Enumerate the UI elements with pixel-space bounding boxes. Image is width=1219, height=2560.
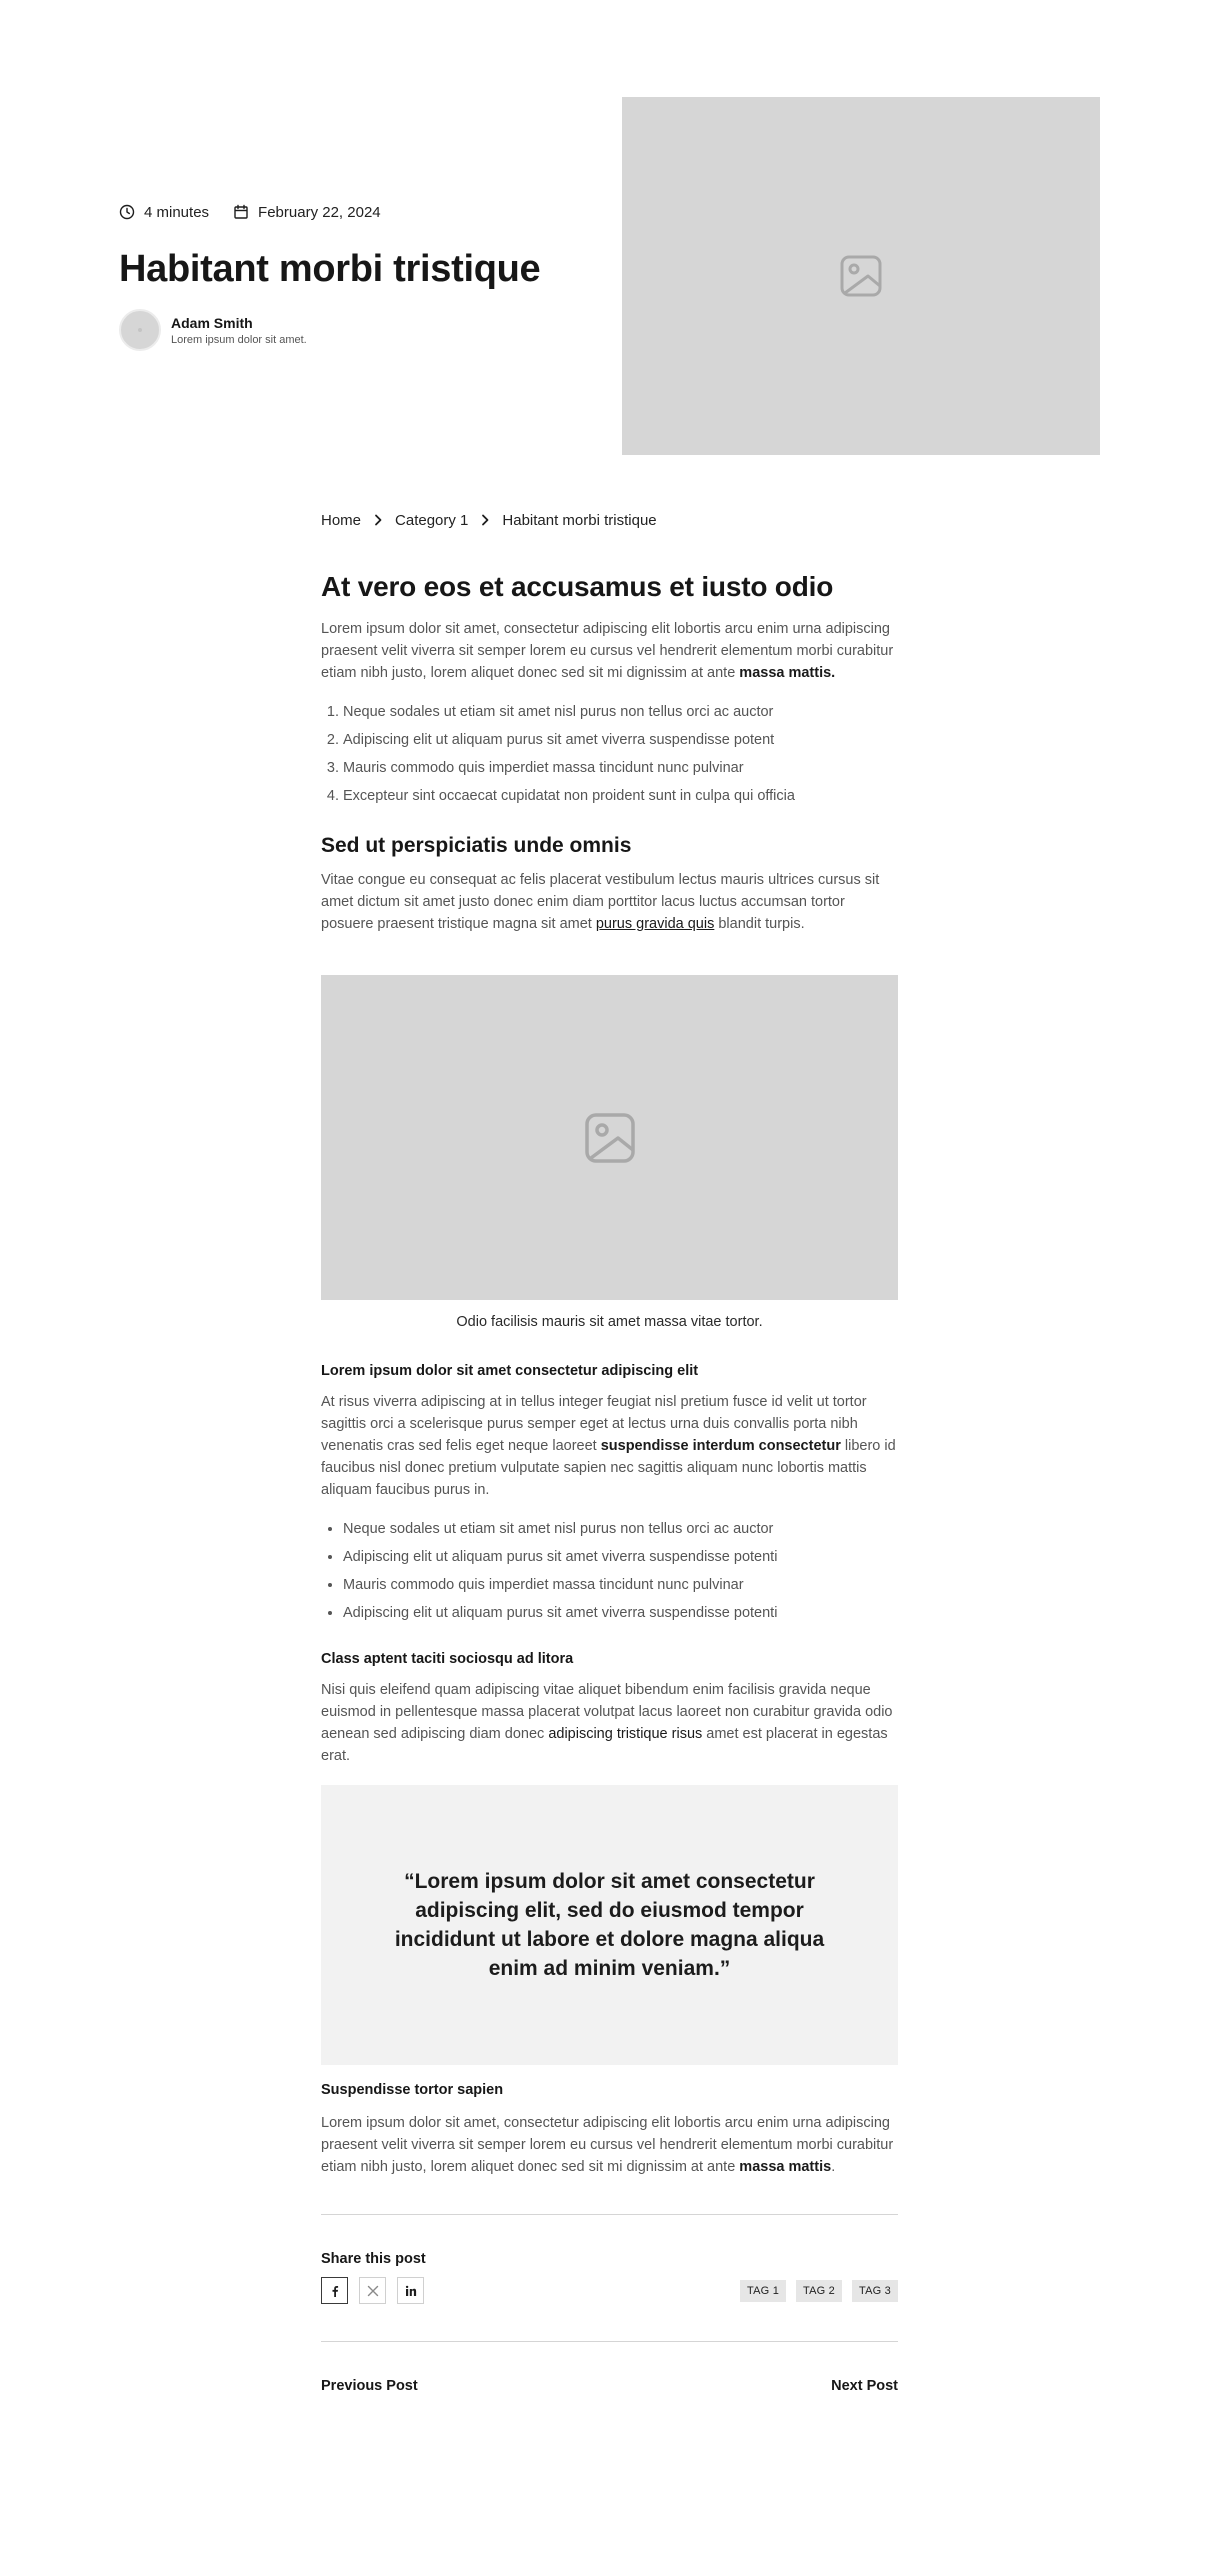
share-row [321, 2277, 898, 2304]
previous-post-link[interactable]: Previous Post [321, 2378, 418, 2394]
tag-list [730, 2280, 898, 2302]
paragraph-text: blandit turpis. [714, 916, 805, 932]
author-bio: Lorem ipsum dolor sit amet. [171, 333, 307, 346]
list-item: 2. Adipiscing elit ut aliquam purus sit amet viverra suspendisse potent [343, 726, 898, 754]
list-item: • Mauris commodo quis imperdiet massa tincidunt nunc pulvinar [343, 1571, 898, 1599]
paragraph-text: Vitae congue eu consequat ac felis placerat vestibulum lectus mauris ultrices cursus sit amet dictum sit amet justo donec enim diam porttitor lacus luctus accumsan tortor posuere praesent tristique magna sit amet [321, 872, 880, 932]
linkedin-share-button[interactable] [397, 2277, 424, 2304]
breadcrumb-home[interactable]: Home [321, 511, 362, 529]
hero-image-placeholder [622, 97, 1100, 455]
paragraph-bold: massa mattis [739, 2159, 832, 2175]
publish-date-label: February 22, 2024 [258, 203, 381, 221]
paragraph-text: . [831, 2159, 836, 2175]
chevron-right-icon [478, 513, 492, 527]
list-item: 4. Excepteur sint occaecat cupidatat non proident sunt in culpa qui officia [343, 782, 898, 810]
x-icon [367, 2285, 379, 2297]
paragraph-text: At risus viverra adipiscing at in tellus integer feugiat nisl pretium fusce id velit ut tortor sagittis orci a scelerisque purus semper eget at lectus urna duis convallis porta nibh venenatis cras sed felis eget neque laoreet [321, 1394, 867, 1454]
tag-chip[interactable]: TAG 1 [740, 2280, 786, 2302]
read-time [119, 204, 209, 221]
ordered-list [321, 698, 898, 810]
paragraph-text: Nisi quis eleifend quam adipiscing vitae aliquet bibendum enim facilisis gravida neque euismod in pellentesque massa placerat volutpat lacus laoreet non curabitur gravida odio aenean sed adipiscing diam donec [321, 1682, 893, 1742]
paragraph-text: Lorem ipsum dolor sit amet, consectetur adipiscing elit lobortis arcu enim urna adipiscing praesent velit viverra sit semper lorem eu cursus vel hendrerit elementum morbi curabitur etiam nibh justo, lorem aliquet donec sed sit mi dignissim at ante [321, 621, 894, 681]
section-heading: Lorem ipsum dolor sit amet consectetur adipiscing elit [321, 1363, 699, 1379]
post-header [0, 0, 1219, 470]
next-post-link[interactable]: Next Post [831, 2378, 898, 2394]
list-item: • Neque sodales ut etiam sit amet nisl purus non tellus orci ac auctor [343, 1515, 898, 1543]
clock-icon [119, 204, 135, 220]
section-paragraph [321, 2112, 898, 2178]
breadcrumb-current: Habitant morbi tristique [502, 511, 657, 529]
publish-date [233, 204, 381, 221]
breadcrumb [321, 508, 898, 532]
figure-caption: Odio facilisis mauris sit amet massa vitae tortor. [456, 1314, 763, 1330]
tag-chip[interactable]: TAG 3 [852, 2280, 898, 2302]
list-item: • Adipiscing elit ut aliquam purus sit amet viverra suspendisse potenti [343, 1543, 898, 1571]
list-item: 3. Mauris commodo quis imperdiet massa tincidunt nunc pulvinar [343, 754, 898, 782]
breadcrumb-category[interactable]: Category 1 [395, 511, 469, 529]
x-share-button[interactable] [359, 2277, 386, 2304]
post-header-info [119, 200, 589, 351]
section-paragraph [321, 869, 898, 935]
paragraph-text: Lorem ipsum dolor sit amet, consectetur adipiscing elit lobortis arcu enim urna adipiscing praesent velit viverra sit semper lorem eu cursus vel hendrerit elementum morbi curabitur etiam nibh justo, lorem aliquet donec sed sit mi dignissim at ante [321, 2115, 894, 2175]
avatar-placeholder-icon [136, 326, 144, 334]
paragraph-bold: massa mattis. [739, 665, 836, 681]
avatar [119, 309, 161, 351]
section-heading: At vero eos et accusamus et iusto odio [321, 571, 834, 602]
author-name: Adam Smith [171, 314, 253, 331]
section-heading: Suspendisse tortor sapien [321, 2082, 504, 2098]
divider [321, 2214, 898, 2215]
subsection-heading: Sed ut perspiciatis unde omnis [321, 834, 632, 857]
post-meta [119, 200, 589, 224]
article-body [321, 508, 898, 2396]
tag-chip[interactable]: TAG 2 [796, 2280, 842, 2302]
section-paragraph [321, 1391, 898, 1501]
inline-link[interactable]: purus gravida quis [595, 916, 715, 932]
section-heading: Class aptent taciti sociosqu ad litora [321, 1651, 574, 1667]
paragraph-emphasis: adipiscing tristique risus [548, 1726, 703, 1742]
bullet-list [321, 1515, 898, 1627]
facebook-share-button[interactable] [321, 2277, 348, 2304]
divider [321, 2341, 898, 2342]
image-icon [839, 254, 883, 298]
paragraph-bold: suspendisse interdum consectetur [600, 1438, 841, 1454]
blockquote [321, 1785, 898, 2065]
facebook-icon [329, 2285, 341, 2297]
post-title: Habitant morbi tristique [119, 248, 541, 290]
linkedin-icon [405, 2285, 417, 2297]
post-navigation [321, 2376, 898, 2396]
paragraph-text: libero id faucibus nisl donec pretium vulputate sapien nec sagittis aliquam nunc lobortis mattis aliquam faucibus purus in. [321, 1438, 896, 1498]
read-time-label: 4 minutes [144, 203, 210, 221]
paragraph-text: amet est placerat in egestas erat. [321, 1726, 888, 1764]
figure-image-placeholder [321, 975, 898, 1300]
list-item: • Adipiscing elit ut aliquam purus sit amet viverra suspendisse potenti [343, 1599, 898, 1627]
section-paragraph [321, 1679, 898, 1767]
social-links [321, 2277, 435, 2304]
section-paragraph [321, 618, 898, 684]
list-item: 1. Neque sodales ut etiam sit amet nisl purus non tellus orci ac auctor [343, 698, 898, 726]
quote-text: “Lorem ipsum dolor sit amet consectetur adipiscing elit, sed do eiusmod tempor incididunt ut labore et dolore magna aliqua enim ad minim veniam.” [394, 1870, 825, 1980]
chevron-right-icon [371, 513, 385, 527]
author-text [171, 314, 307, 347]
image-icon [584, 1112, 636, 1164]
share-title: Share this post [321, 2251, 426, 2267]
calendar-icon [233, 204, 249, 220]
author-block [119, 309, 589, 351]
share-section [321, 2249, 898, 2304]
